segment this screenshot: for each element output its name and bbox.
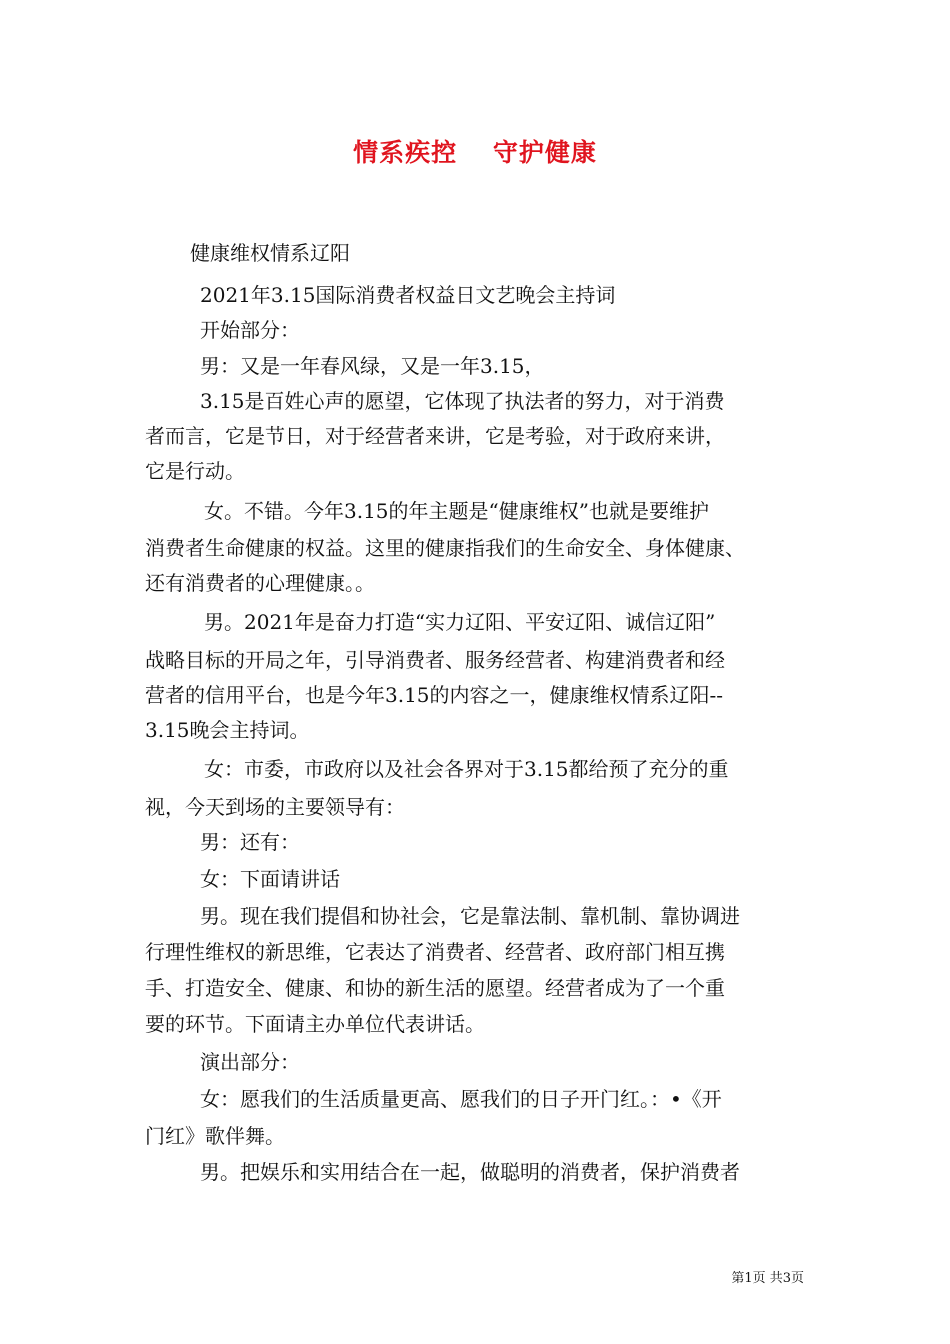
text-line: 营者的信用平台，也是今年3.15的内容之一，健康维权情系辽阳--	[145, 683, 724, 707]
text-line: 战略目标的开局之年，引导消费者、服务经营者、构建消费者和经	[145, 648, 725, 672]
text-line: 女：市委，市政府以及社会各界对于3.15都给预了充分的重	[204, 757, 729, 781]
text-line: 2021年3.15国际消费者权益日文艺晚会主持词	[200, 283, 616, 307]
document-title: 情系疾控 守护健康	[353, 138, 597, 167]
page-number: 第1页 共3页	[731, 1271, 804, 1286]
text-line: 健康维权情系辽阳	[190, 241, 350, 265]
text-line: 3.15晚会主持词。	[145, 718, 310, 742]
text-line: 门红》歌伴舞。	[145, 1124, 285, 1148]
text-line: 手、打造安全、健康、和协的新生活的愿望。经营者成为了一个重	[145, 976, 725, 1000]
text-line: 行理性维权的新思维，它表达了消费者、经营者、政府部门相互携	[145, 940, 725, 964]
text-line: 消费者生命健康的权益。这里的健康指我们的生命安全、身体健康、	[145, 536, 745, 560]
text-line: 者而言，它是节日，对于经营者来讲，它是考验，对于政府来讲，	[145, 424, 725, 448]
text-line: 还有消费者的心理健康。。	[145, 571, 375, 595]
text-line: 要的环节。下面请主办单位代表讲话。	[145, 1012, 485, 1036]
text-line: 视，今天到场的主要领导有：	[145, 795, 405, 819]
text-line: 男。把娱乐和实用结合在一起，做聪明的消费者，保护消费者	[200, 1160, 740, 1184]
text-line: 男。2021年是奋力打造“实力辽阳、平安辽阳、诚信辽阳”	[204, 610, 716, 634]
text-line: 开始部分：	[200, 318, 300, 342]
text-line: 男：还有：	[200, 830, 300, 854]
text-line: 3.15是百姓心声的愿望，它体现了执法者的努力，对于消费	[200, 389, 725, 413]
text-line: 男。现在我们提倡和协社会，它是靠法制、靠机制、靠协调进	[200, 904, 740, 928]
text-line: 女：愿我们的生活质量更高、愿我们的日子开门红。：•《开	[200, 1087, 722, 1111]
text-line: 演出部分：	[200, 1050, 300, 1074]
text-line: 它是行动。	[145, 459, 245, 483]
text-line: 女。不错。今年3.15的年主题是“健康维权”也就是要维护	[204, 499, 709, 523]
text-line: 女：下面请讲话	[200, 867, 340, 891]
text-line: 男：又是一年春风绿，又是一年3.15，	[200, 354, 545, 378]
